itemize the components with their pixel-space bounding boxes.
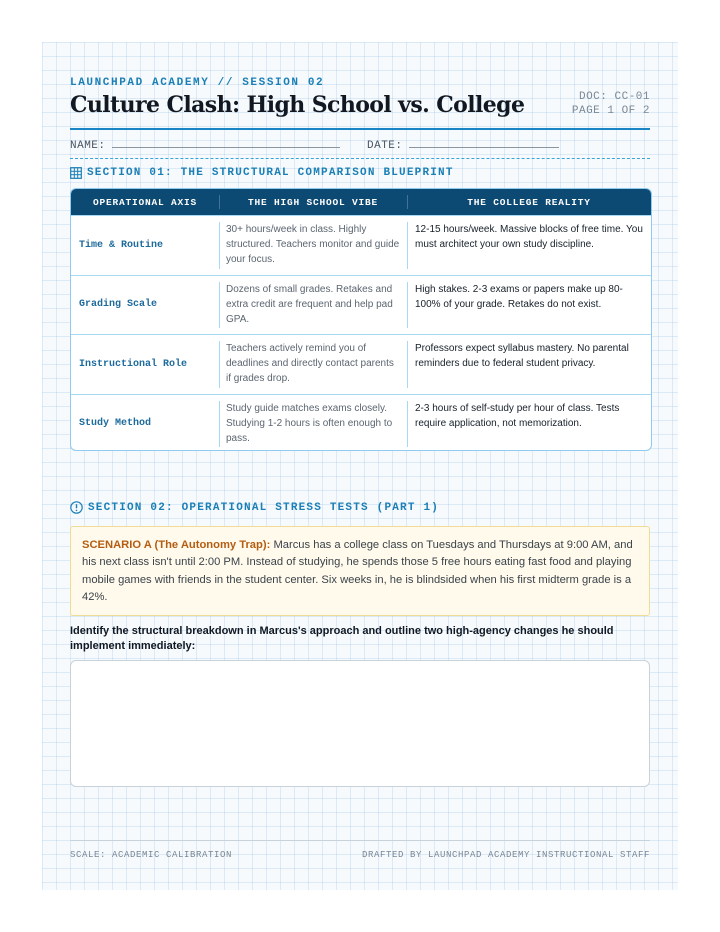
date-field[interactable] [367, 138, 559, 152]
question-prompt: Identify the structural breakdown in Marcus's approach and outline two high-agency changes he should implement immediately: [70, 625, 614, 652]
table-row [71, 394, 651, 452]
alert-icon [70, 501, 83, 514]
page-title: Culture Clash: High School vs. College [70, 92, 525, 118]
column-header: OPERATIONAL AXIS [92, 196, 197, 208]
table-row [71, 215, 651, 275]
table-row [71, 334, 651, 394]
scenario-lead: SCENARIO A (The Autonomy Trap): [82, 539, 271, 551]
date-label: DATE: [367, 140, 403, 152]
high-school-cell: 30+ hours/week in class. Highly structured. Teachers monitor and guide your focus. [219, 216, 407, 275]
name-line[interactable] [112, 138, 340, 148]
date-line[interactable] [409, 138, 559, 148]
answer-box[interactable] [70, 660, 650, 787]
column-header: THE HIGH SCHOOL VIBE [219, 189, 407, 215]
footer-left: SCALE: ACADEMIC CALIBRATION [70, 850, 233, 860]
doc-id: DOC: CC-01 [578, 91, 650, 103]
scenario-box [70, 526, 650, 616]
document-id-block [572, 90, 650, 118]
axis-cell: Time & Routine [79, 239, 164, 251]
table-header [71, 189, 651, 215]
axis-cell: Grading Scale [79, 299, 158, 311]
section-01-title: SECTION 01: THE STRUCTURAL COMPARISON BLUEPRINT [87, 167, 454, 179]
section-02-title: SECTION 02: OPERATIONAL STRESS TESTS (PART 1) [88, 501, 440, 514]
footer-rule [70, 840, 650, 841]
section-02-heading [70, 501, 439, 514]
high-school-cell: Study guide matches exams closely. Studying 1-2 hours is often enough to pass. [219, 395, 407, 452]
worksheet-page [42, 42, 678, 890]
session-kicker: LAUNCHPAD ACADEMY // SESSION 02 [70, 77, 325, 89]
axis-cell: Instructional Role [79, 358, 188, 370]
page-number: PAGE 1 OF 2 [571, 105, 650, 117]
footer-right: DRAFTED BY LAUNCHPAD ACADEMY INSTRUCTIONAL STAFF [361, 850, 650, 860]
high-school-cell: Teachers actively remind you of deadlines and directly contact parents if grades drop. [219, 335, 407, 394]
name-field[interactable] [70, 138, 340, 152]
section-01-heading [70, 167, 454, 179]
high-school-cell: Dozens of small grades. Retakes and extra credit are frequent and help pad GPA. [219, 276, 407, 335]
comparison-table [70, 188, 652, 451]
name-label: NAME: [70, 140, 106, 152]
dashed-divider [70, 158, 650, 159]
college-cell: High stakes. 2-3 exams or papers make up 80-100% of your grade. Retakes do not exist. [407, 276, 651, 335]
college-cell: 12-15 hours/week. Massive blocks of free time. You must architect your own study discipline. [407, 216, 651, 275]
table-row [71, 275, 651, 335]
header-rule [70, 128, 650, 130]
college-cell: 2-3 hours of self-study per hour of class. Tests require application, not memorization. [407, 395, 651, 452]
grid-icon [70, 167, 82, 179]
college-cell: Professors expect syllabus mastery. No parental reminders due to federal student privacy. [407, 335, 651, 394]
column-header: THE COLLEGE REALITY [407, 189, 651, 215]
axis-cell: Study Method [79, 418, 152, 430]
scenario-text: Marcus has a college class on Tuesdays and Thursdays at 9:00 AM, and his next class isn't until 2:00 PM. Instead of studying, he spends those 5 free hours eating fast food and playing mobile games with friends in the student center. Six weeks in, he is blindsided when his first midterm grade is a 42%. [82, 539, 633, 604]
